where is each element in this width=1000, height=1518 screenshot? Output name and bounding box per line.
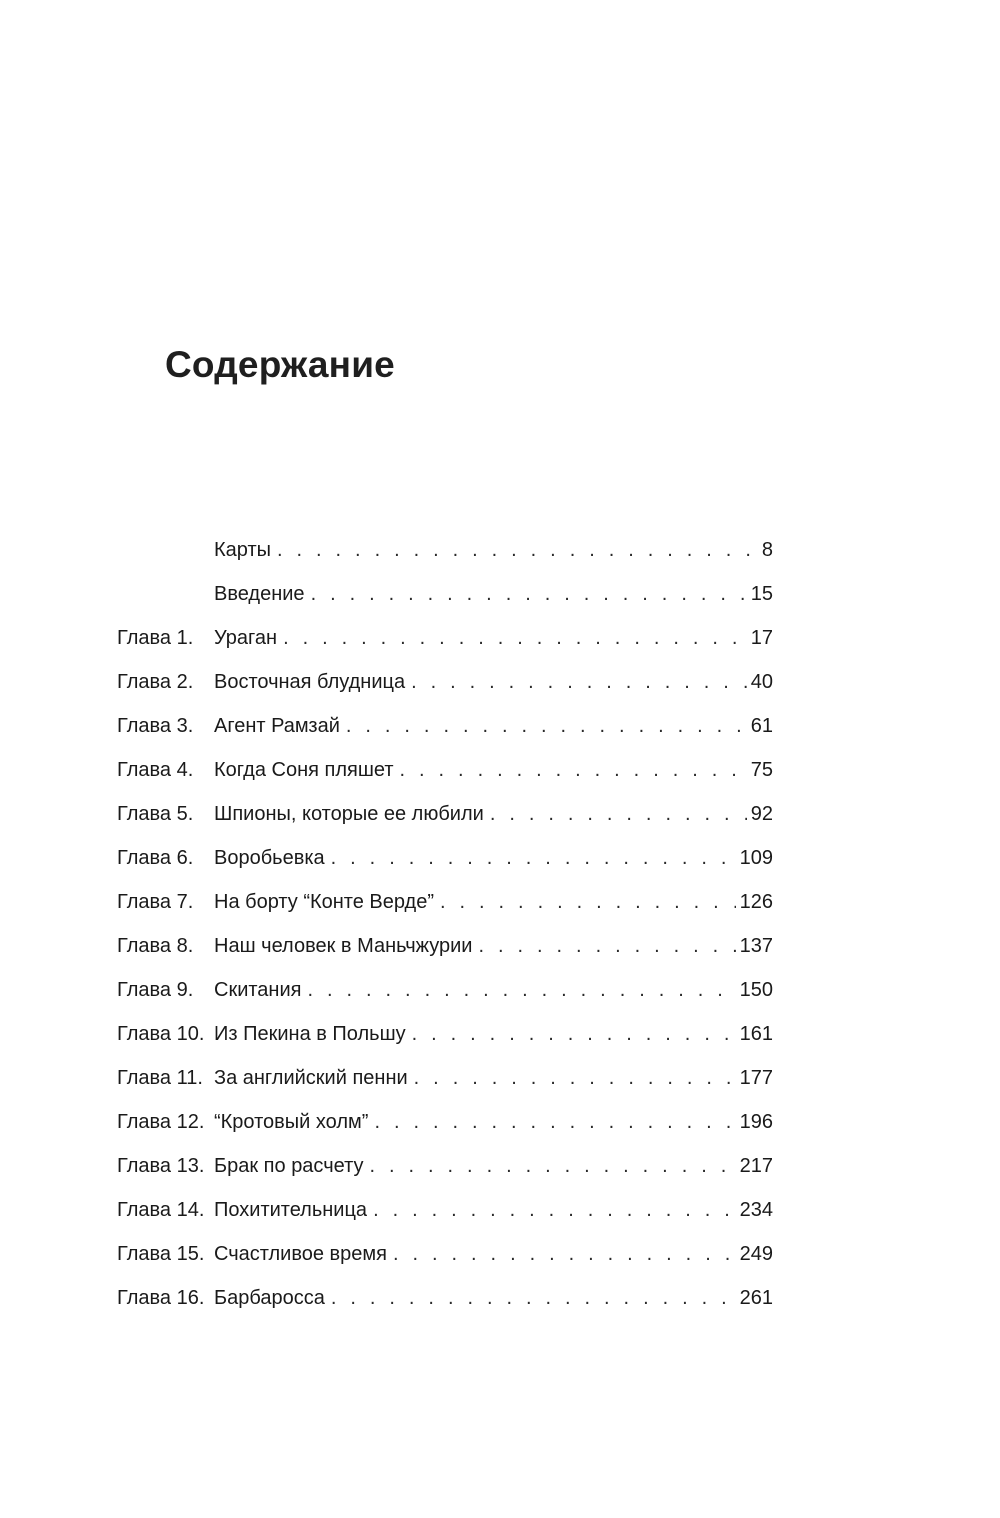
- toc-page-number: 109: [739, 847, 773, 869]
- toc-entry-chapter-13[interactable]: [117, 1144, 773, 1188]
- toc-page-number: 249: [739, 1243, 773, 1265]
- toc-entry-title: Похитительница: [214, 1199, 368, 1221]
- toc-entry-title: Ураган: [214, 627, 278, 649]
- toc-page-number: 217: [739, 1155, 773, 1177]
- toc-chapter-label: Глава 8.: [117, 935, 194, 957]
- toc-entry-chapter-8[interactable]: [117, 924, 773, 968]
- toc-dot-leader: [440, 880, 736, 924]
- table-of-contents: [117, 528, 773, 1320]
- toc-entry-title: Восточная блудница: [214, 671, 406, 693]
- toc-page-number: 137: [739, 935, 773, 957]
- toc-dot-leader: [414, 1056, 736, 1100]
- toc-chapter-label: Глава 2.: [117, 671, 194, 693]
- toc-entry-chapter-4[interactable]: [117, 748, 773, 792]
- toc-dot-leader: [346, 704, 747, 748]
- toc-entry-chapter-3[interactable]: [117, 704, 773, 748]
- toc-chapter-label: Глава 10.: [117, 1023, 205, 1045]
- toc-entry-chapter-16[interactable]: [117, 1276, 773, 1320]
- toc-chapter-label: Глава 3.: [117, 715, 194, 737]
- toc-entry-chapter-12[interactable]: [117, 1100, 773, 1144]
- toc-page-number: 234: [739, 1199, 773, 1221]
- toc-page-number: 126: [739, 891, 773, 913]
- toc-chapter-label: Глава 16.: [117, 1287, 205, 1309]
- toc-dot-leader: [373, 1188, 736, 1232]
- toc-chapter-label: Глава 7.: [117, 891, 194, 913]
- toc-entry-introduction[interactable]: [117, 572, 773, 616]
- toc-page-number: 196: [739, 1111, 773, 1133]
- toc-entry-chapter-14[interactable]: [117, 1188, 773, 1232]
- toc-page-number: 17: [750, 627, 773, 649]
- toc-page-number: 8: [761, 539, 773, 561]
- toc-dot-leader: [400, 748, 747, 792]
- toc-page-number: 40: [750, 671, 773, 693]
- toc-entry-title: Шпионы, которые ее любили: [214, 803, 484, 825]
- toc-entry-chapter-1[interactable]: [117, 616, 773, 660]
- toc-dot-leader: [311, 572, 747, 616]
- toc-entry-title: За английский пенни: [214, 1067, 408, 1089]
- toc-dot-leader: [411, 660, 747, 704]
- toc-entry-title: На борту “Конте Верде”: [214, 891, 434, 913]
- toc-chapter-label: Глава 4.: [117, 759, 194, 781]
- toc-chapter-label: Глава 13.: [117, 1155, 205, 1177]
- toc-page-number: 15: [750, 583, 773, 605]
- toc-dot-leader: [331, 836, 736, 880]
- toc-chapter-label: Глава 1.: [117, 627, 194, 649]
- toc-entry-title: Наш человек в Маньчжурии: [214, 935, 473, 957]
- toc-entry-chapter-15[interactable]: [117, 1232, 773, 1276]
- toc-entry-title: “Кротовый холм”: [214, 1111, 369, 1133]
- toc-entry-title: Когда Соня пляшет: [214, 759, 394, 781]
- toc-page-number: 161: [739, 1023, 773, 1045]
- toc-page-number: 150: [739, 979, 773, 1001]
- toc-page-number: 61: [750, 715, 773, 737]
- toc-entry-title: Агент Рамзай: [214, 715, 340, 737]
- toc-entry-chapter-11[interactable]: [117, 1056, 773, 1100]
- toc-dot-leader: [331, 1276, 736, 1320]
- toc-entry-title: Из Пекина в Польшу: [214, 1023, 406, 1045]
- toc-dot-leader: [490, 792, 747, 836]
- toc-dot-leader: [478, 924, 735, 968]
- toc-page-number: 177: [739, 1067, 773, 1089]
- toc-dot-leader: [412, 1012, 736, 1056]
- toc-entry-title: Скитания: [214, 979, 302, 1001]
- toc-entry-chapter-9[interactable]: [117, 968, 773, 1012]
- toc-entry-title: Введение: [214, 583, 305, 605]
- toc-page-number: 92: [750, 803, 773, 825]
- toc-chapter-label: Глава 14.: [117, 1199, 205, 1221]
- toc-chapter-label: Глава 15.: [117, 1243, 205, 1265]
- toc-dot-leader: [277, 528, 758, 572]
- toc-entry-chapter-10[interactable]: [117, 1012, 773, 1056]
- toc-entry-title: Воробьевка: [214, 847, 325, 869]
- toc-dot-leader: [369, 1144, 735, 1188]
- toc-chapter-label: Глава 12.: [117, 1111, 205, 1133]
- toc-entry-title: Карты: [214, 539, 271, 561]
- toc-entry-chapter-2[interactable]: [117, 660, 773, 704]
- toc-page-number: 75: [750, 759, 773, 781]
- toc-chapter-label: Глава 6.: [117, 847, 194, 869]
- toc-dot-leader: [307, 968, 735, 1012]
- page-title: Содержание: [165, 344, 395, 385]
- toc-entry-chapter-7[interactable]: [117, 880, 773, 924]
- toc-dot-leader: [393, 1232, 736, 1276]
- toc-dot-leader: [283, 616, 747, 660]
- toc-chapter-label: Глава 9.: [117, 979, 194, 1001]
- toc-dot-leader: [374, 1100, 735, 1144]
- toc-chapter-label: Глава 5.: [117, 803, 194, 825]
- toc-chapter-label: Глава 11.: [117, 1067, 203, 1089]
- toc-entry-maps[interactable]: [117, 528, 773, 572]
- toc-entry-title: Барбаросса: [214, 1287, 325, 1309]
- toc-entry-chapter-5[interactable]: [117, 792, 773, 836]
- toc-entry-title: Брак по расчету: [214, 1155, 364, 1177]
- toc-entry-title: Счастливое время: [214, 1243, 387, 1265]
- toc-entry-chapter-6[interactable]: [117, 836, 773, 880]
- toc-page-number: 261: [739, 1287, 773, 1309]
